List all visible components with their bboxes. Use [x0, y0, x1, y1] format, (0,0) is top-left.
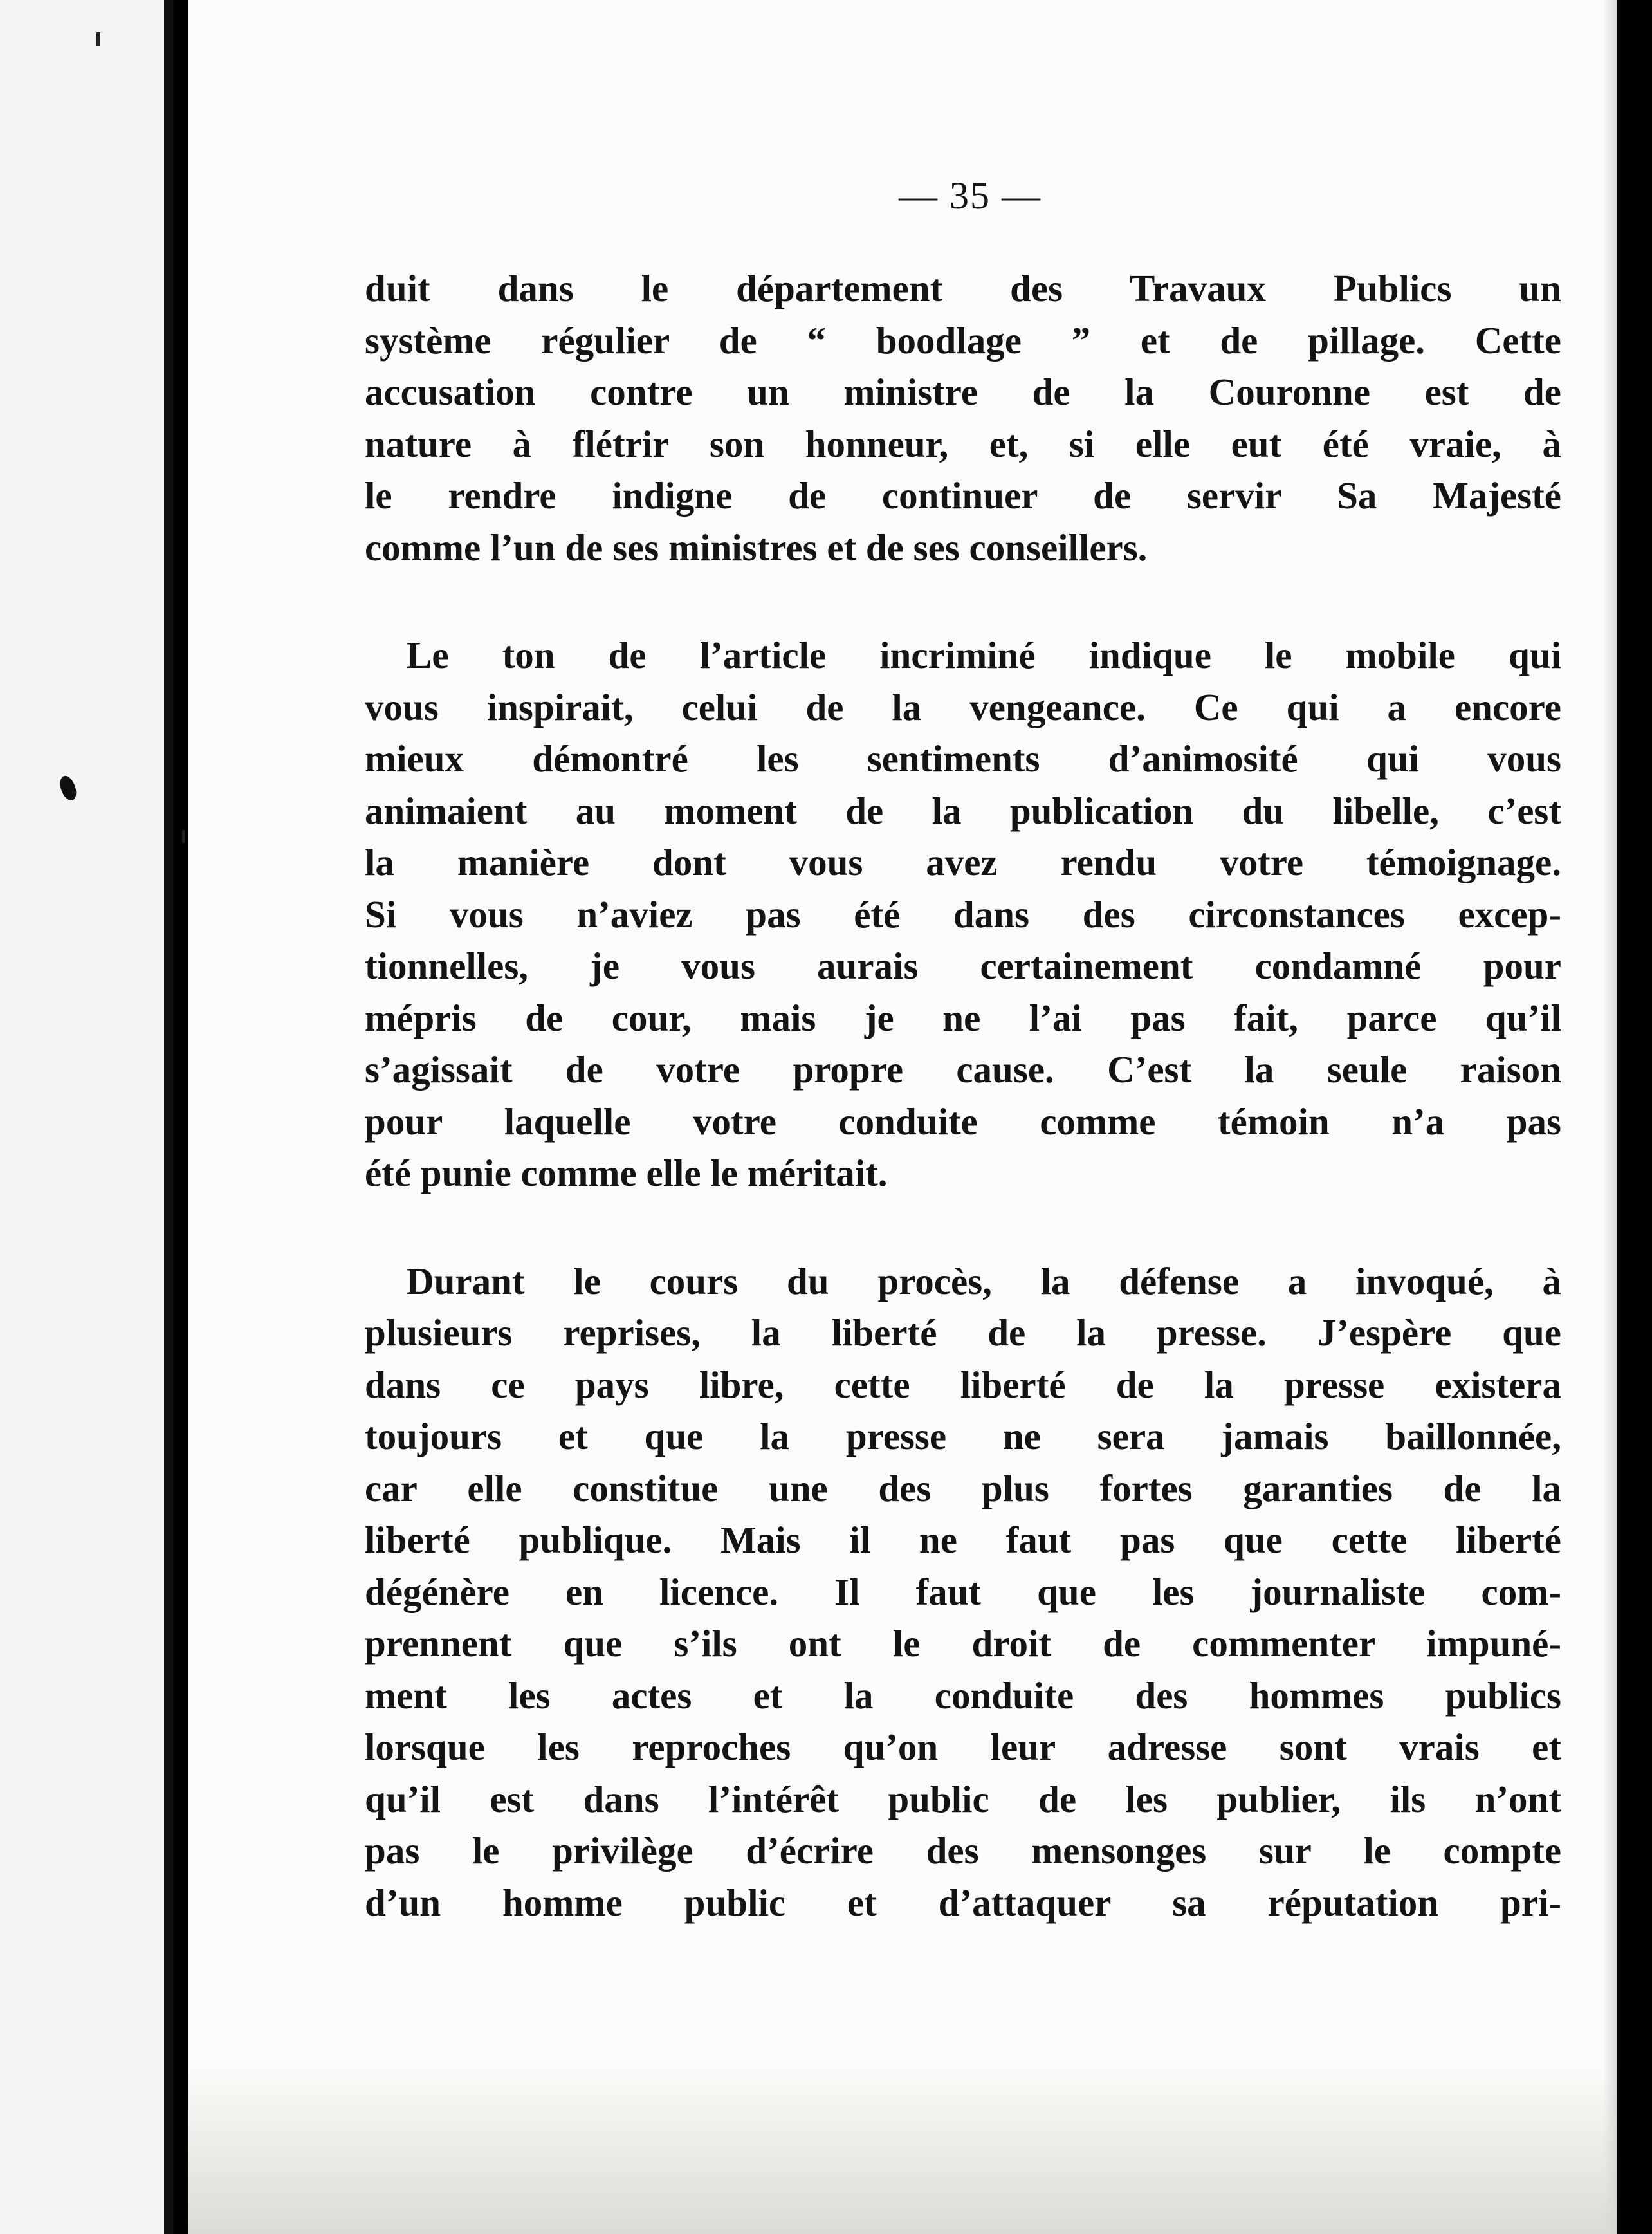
text-line: ment les actes et la conduite des hommes publics — [365, 1674, 1561, 1717]
text-line: pas le privilège d’écrire des mensonges sur le compte — [365, 1829, 1561, 1872]
text-line: s’agissait de votre propre cause. C’est la seule raison — [365, 1048, 1561, 1091]
facing-page-edge — [0, 0, 172, 2234]
margin-mark — [96, 32, 100, 46]
text-line: nature à flétrir son honneur, et, si elle eut été vraie, à — [365, 422, 1561, 465]
text-line: plusieurs reprises, la liberté de la presse. J’espère que — [365, 1311, 1561, 1354]
text-line: animaient au moment de la publication du libelle, c’est — [365, 789, 1561, 832]
text-line: système régulier de “ boodlage ” et de pillage. Cette — [365, 318, 1561, 362]
text-line: pour laquelle votre conduite comme témoin n’a pas — [365, 1100, 1561, 1143]
page-bottom-shadow — [188, 2067, 1617, 2234]
page-number — [188, 174, 1617, 218]
text-line: mépris de cour, mais je ne l’ai pas fait, parce qu’il — [365, 996, 1561, 1039]
paragraph-gap — [365, 1199, 1561, 1255]
text-line: la manière dont vous avez rendu votre témoignage. — [365, 841, 1561, 883]
text-line: comme l’un de ses ministres et de ses conseillers. — [365, 526, 1148, 569]
text-line: liberté publique. Mais il ne faut pas que cette liberté — [365, 1519, 1561, 1561]
paragraph-gap — [365, 573, 1561, 629]
text-line: Durant le cours du procès, la défense a invoqué, à — [407, 1259, 1561, 1302]
paragraph — [365, 263, 1561, 573]
text-line: tionnelles, je vous aurais certainement condamné pour — [365, 945, 1561, 987]
text-line: Le ton de l’article incriminé indique le mobile qui — [407, 634, 1561, 676]
page-right-shadow — [1603, 0, 1617, 2234]
ink-spot — [57, 773, 79, 802]
text-line: lorsque les reproches qu’on leur adresse sont vrais et — [365, 1726, 1561, 1768]
text-line: car elle constitue une des plus fortes garanties de la — [365, 1466, 1561, 1509]
page-number-text: — 35 — — [899, 174, 1042, 217]
margin-mark — [182, 830, 185, 843]
binding-edge — [164, 0, 173, 2234]
text-line: d’un homme public et d’attaquer sa réputation pri- — [365, 1881, 1561, 1924]
body-text — [365, 263, 1561, 1928]
paragraph — [365, 1255, 1561, 1929]
text-line: Si vous n’aviez pas été dans des circonstances excep- — [365, 892, 1561, 936]
text-line: toujours et que la presse ne sera jamais baillonnée, — [365, 1415, 1561, 1457]
text-line: mieux démontré les sentiments d’animosité qui vous — [365, 737, 1561, 780]
text-line: accusation contre un ministre de la Couronne est de — [365, 371, 1561, 413]
text-line: le rendre indigne de continuer de servir Sa Majesté — [365, 474, 1561, 517]
paragraph — [365, 629, 1561, 1199]
text-line: dans ce pays libre, cette liberté de la presse existera — [365, 1363, 1561, 1406]
text-line: été punie comme elle le méritait. — [365, 1152, 888, 1194]
text-line: duit dans le département des Travaux Publics un — [365, 267, 1561, 309]
text-line: dégénère en licence. Il faut que les journaliste com- — [365, 1570, 1561, 1613]
book-page — [188, 0, 1617, 2234]
text-line: vous inspirait, celui de la vengeance. Ce qui a encore — [365, 685, 1561, 728]
text-line: qu’il est dans l’intérêt public de les publier, ils n’ont — [365, 1777, 1561, 1820]
text-line: prennent que s’ils ont le droit de commenter impuné- — [365, 1622, 1561, 1665]
